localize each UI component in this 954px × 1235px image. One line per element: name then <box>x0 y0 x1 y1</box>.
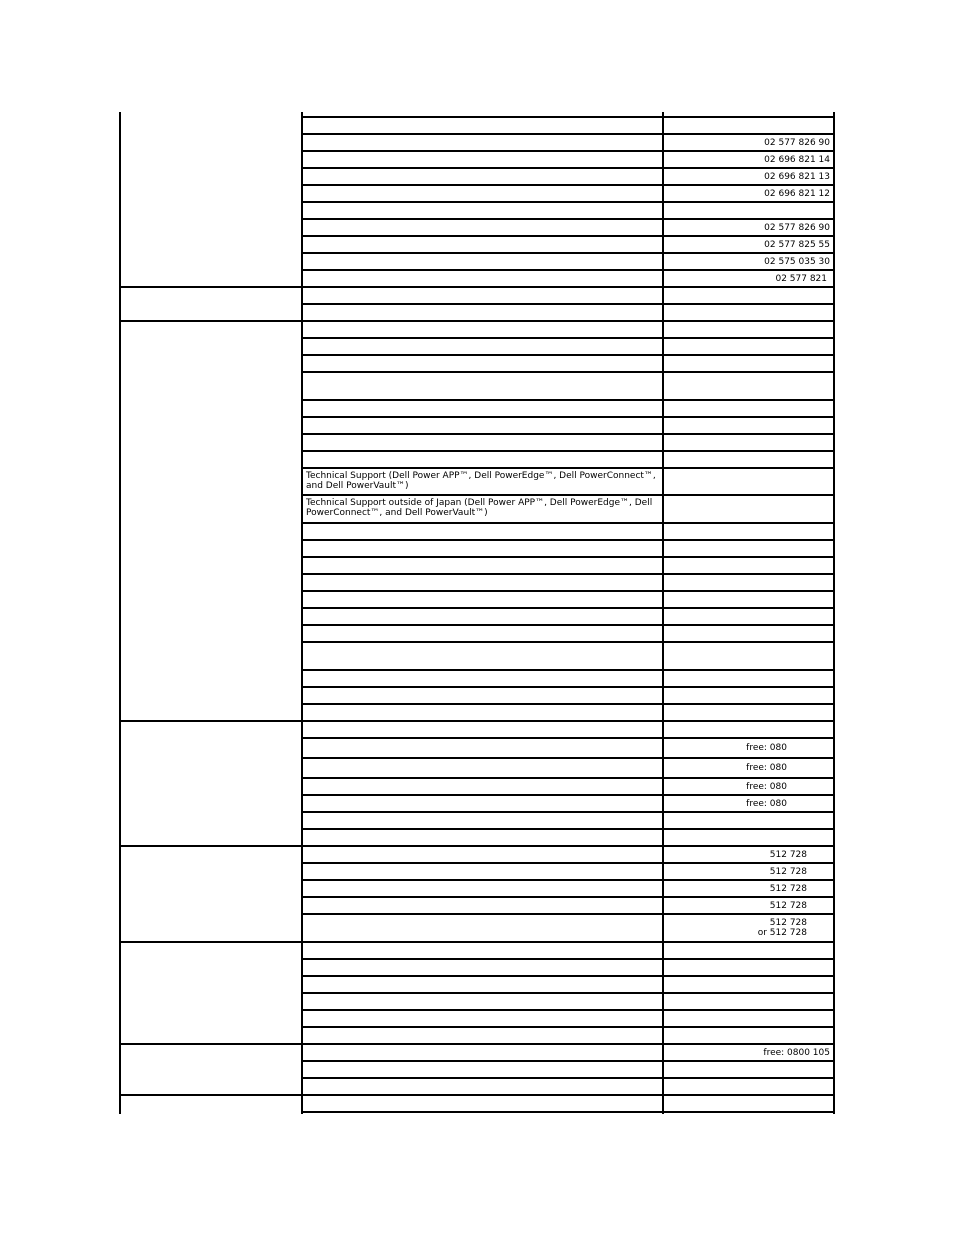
row-divider <box>301 269 835 271</box>
row-divider <box>301 416 835 418</box>
row-divider <box>301 913 835 915</box>
row-divider <box>301 777 835 779</box>
row-divider <box>301 573 835 575</box>
row-divider <box>301 590 835 592</box>
row-divider <box>301 607 835 609</box>
phone-number: free: 080 <box>746 743 787 753</box>
row-divider <box>301 201 835 203</box>
row-divider <box>301 218 835 220</box>
row-divider <box>301 116 835 118</box>
group-divider <box>119 941 835 943</box>
row-divider <box>301 703 835 705</box>
row-divider <box>301 303 835 305</box>
row-divider <box>301 252 835 254</box>
phone-number: free: 080 <box>746 763 787 773</box>
row-divider <box>301 1077 835 1079</box>
row-divider <box>301 133 835 135</box>
row-divider <box>301 354 835 356</box>
row-divider <box>301 757 835 759</box>
phone-number: 02 577 825 55 <box>764 240 830 250</box>
row-divider <box>301 896 835 898</box>
row-divider <box>301 1009 835 1011</box>
phone-number: 512 728 <box>769 850 807 860</box>
phone-number: free: 080 <box>746 799 787 809</box>
row-divider <box>301 522 835 524</box>
row-divider <box>301 450 835 452</box>
row-divider <box>301 371 835 373</box>
group-divider <box>119 845 835 847</box>
column-divider-label <box>301 112 303 1114</box>
row-divider <box>301 150 835 152</box>
row-divider <box>301 737 835 739</box>
phone-number: free: 0800 105 <box>763 1048 830 1058</box>
row-divider <box>301 235 835 237</box>
phone-number-alt: or 512 728 <box>757 928 807 938</box>
phone-number: 02 696 821 13 <box>764 172 830 182</box>
column-divider-value <box>662 112 664 1114</box>
group-divider <box>119 1094 835 1096</box>
phone-number: 512 728 <box>769 901 807 911</box>
phone-number: 02 575 035 30 <box>764 257 830 267</box>
group-divider <box>119 720 835 722</box>
row-divider <box>301 992 835 994</box>
row-divider <box>301 556 835 558</box>
phone-number: 02 696 821 14 <box>764 155 830 165</box>
phone-number: 512 728 <box>769 867 807 877</box>
row-divider <box>301 184 835 186</box>
row-divider <box>301 1060 835 1062</box>
service-label: Technical Support outside of Japan (Dell Power APP™, Dell PowerEdge™, Dell PowerConnect™, and Dell PowerVault™) <box>306 498 653 518</box>
phone-number: 02 577 821 <box>775 274 827 284</box>
row-divider <box>301 433 835 435</box>
group-divider <box>119 1043 835 1045</box>
row-divider <box>301 975 835 977</box>
row-divider <box>301 539 835 541</box>
row-divider <box>301 167 835 169</box>
row-divider <box>301 641 835 643</box>
phone-number: free: 080 <box>746 782 787 792</box>
row-divider <box>301 828 835 830</box>
row-divider <box>301 794 835 796</box>
table-border-right <box>833 112 835 1114</box>
row-divider <box>301 686 835 688</box>
group-divider <box>119 286 835 288</box>
row-divider <box>301 624 835 626</box>
phone-number: 02 696 821 12 <box>764 189 830 199</box>
row-divider <box>301 879 835 881</box>
phone-number: 512 728 <box>769 884 807 894</box>
row-divider <box>301 399 835 401</box>
row-divider <box>301 862 835 864</box>
phone-number: 512 728 <box>769 918 807 928</box>
phone-number: 02 577 826 90 <box>764 223 830 233</box>
row-divider <box>301 669 835 671</box>
row-divider <box>301 811 835 813</box>
row-divider <box>301 1111 835 1113</box>
row-divider <box>301 467 835 469</box>
table-border-left <box>119 112 121 1114</box>
row-divider <box>301 1026 835 1028</box>
row-divider <box>301 337 835 339</box>
phone-number: 02 577 826 90 <box>764 138 830 148</box>
row-divider <box>301 494 835 496</box>
service-label: Technical Support (Dell Power APP™, Dell PowerEdge™, Dell PowerConnect™, and Dell PowerVault™) <box>306 471 656 491</box>
row-divider <box>301 958 835 960</box>
group-divider <box>119 320 835 322</box>
